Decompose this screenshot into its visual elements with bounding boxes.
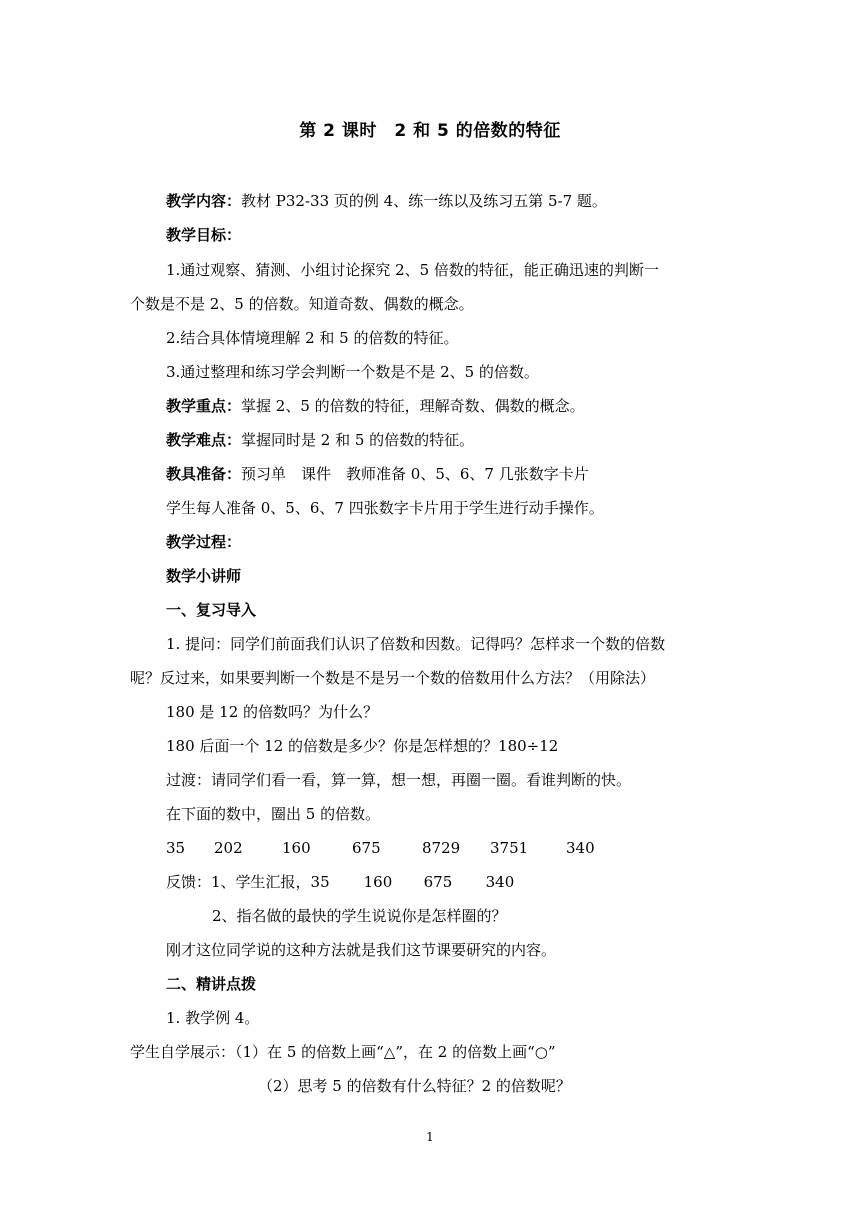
feedback2-line: 2、指名做的最快的学生说说你是怎样圈的？ [212,907,507,925]
example-line: 1. 教学例 4。 [166,1009,260,1027]
number-item: 3751 [490,839,529,857]
goal1-line-b: 个数是不是 2、5 的倍数。知道奇数、偶数的概念。 [130,295,474,313]
process-label: 教学过程： [166,533,242,551]
question3-line: 180 后面一个 12 的倍数是多少？你是怎样想的？180÷12 [166,737,559,755]
number-item: 675 [352,839,381,857]
transition-line: 过渡：请同学们看一看，算一算，想一想，再圈一圈。看谁判断的快。 [166,771,632,789]
content-line [166,190,607,212]
feedback-line [166,871,514,893]
page-number: 1 [426,1130,434,1144]
number-list [166,837,595,859]
content-text: 教材 P32-33 页的例 4、练一练以及练习五第 5-7 题。 [241,192,607,210]
tools2-line: 学生每人准备 0、5、6、7 四张数字卡片用于学生进行动手操作。 [166,499,604,517]
conclusion-line: 刚才这位同学说的这种方法就是我们这节课要研究的内容。 [166,941,557,959]
goal1-line-a: 1.通过观察、猜测、小组讨论探究 2、5 倍数的特征，能正确迅速的判断一 [166,261,659,279]
feedback-number: 160 [363,873,393,891]
number-item: 160 [282,839,311,857]
question1-line-b: 呢？反过来，如果要判断一个数是不是另一个数的倍数用什么方法？（用除法） [130,669,656,687]
difficulty-label: 教学难点： [166,431,242,449]
difficulty-text: 掌握同时是 2 和 5 的倍数的特征。 [241,431,475,449]
self-study-line: 学生自学展示：（1）在 5 的倍数上画“△”，在 2 的倍数上画“○” [130,1043,556,1061]
goal2-line: 2.结合具体情境理解 2 和 5 的倍数的特征。 [166,329,459,347]
question2-line: 180 是 12 的倍数吗？为什么？ [166,703,379,721]
think-line: （2）思考 5 的倍数有什么特征？2 的倍数呢？ [258,1077,571,1095]
number-item: 8729 [422,839,461,857]
number-item: 35 [166,839,186,857]
key-point-line [166,395,585,417]
circle-task-line: 在下面的数中，圈出 5 的倍数。 [166,805,381,823]
difficulty-line [166,429,474,451]
feedback-prefix: 反馈：1、学生汇报，35 [166,873,330,891]
content-label: 教学内容： [166,192,242,210]
key-point-text: 掌握 2、5 的倍数的特征，理解奇数、偶数的概念。 [241,397,585,415]
question1-line-a: 1. 提问：同学们前面我们认识了倍数和因数。记得吗？怎样求一个数的倍数 [166,635,666,653]
key-point-label: 教学重点： [166,397,242,415]
section2-heading: 二、精讲点拨 [166,975,257,993]
tools-label: 教具准备： [166,465,242,483]
feedback-number: 340 [485,873,515,891]
number-item: 340 [566,839,595,857]
goals-label: 教学目标： [166,226,242,244]
number-item: 202 [214,839,243,857]
page-title: 第 2 课时 2 和 5 的倍数的特征 [299,121,561,141]
feedback-number: 675 [423,873,453,891]
section1-heading: 一、复习导入 [166,601,257,619]
tools-line [166,463,589,485]
teacher-label: 数学小讲师 [166,567,242,585]
tools-text: 预习单 课件 教师准备 0、5、6、7 几张数字卡片 [241,465,589,483]
goal3-line: 3.通过整理和练习学会判断一个数是不是 2、5 的倍数。 [166,363,539,381]
